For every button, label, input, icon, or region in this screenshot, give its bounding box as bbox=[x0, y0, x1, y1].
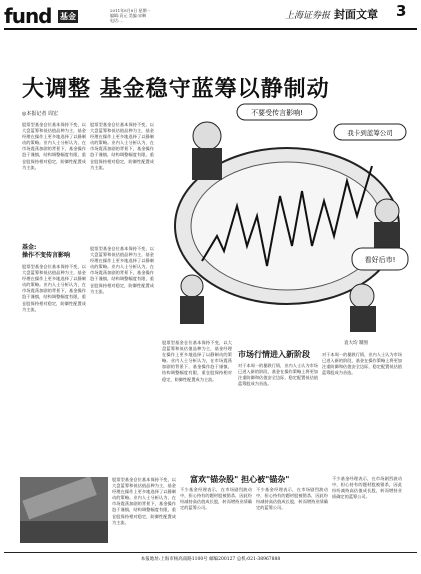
paper-name: 上海证券报 bbox=[285, 11, 331, 21]
section3-column-3: 不少基金经理表示，在市场剧烈波动中，担心持有的题材股被错杀，因此纷纷减持高估值成长股，转而增持业绩确定的蓝筹公司。 bbox=[332, 476, 402, 500]
article-column-2: 股票型基金仓位基本保持不变，以大盘蓝筹和低估值品种为主，基金经理在操作上更多地选择了以静制动的策略。业内人士分析认为，在市场震荡加剧的背景下，基金操作趋于谨慎，结构调整幅度有限，重仓股保持相对稳定，防御性配置成为主流。 bbox=[90, 122, 154, 170]
section2-column-1: 对于本周一的暴跌行情，业内人士认为市场已进入新的阶段，基金在操作策略上将更加注重防御和估值安全边际，稳定配置低估值蓝筹股成为首选。 bbox=[238, 363, 318, 387]
meta-line: 2011年8月8日 星期一 bbox=[110, 8, 151, 13]
figure-right bbox=[374, 199, 400, 252]
headline: 大调整 基金稳守蓝筹以静制动 bbox=[22, 77, 330, 102]
subhead-2: 操作不变传言影响 bbox=[22, 252, 71, 259]
meta-line: 编辑:袁元 美编:宋琳 bbox=[110, 13, 146, 18]
footer: 本报地址:上海市杨高南路1100号 邮编200127 总机:021-38967888 bbox=[140, 557, 281, 562]
brand-sub: 基金 bbox=[60, 12, 76, 21]
bubble-left-text: 不要受传言影响! bbox=[251, 109, 303, 117]
photo bbox=[20, 477, 108, 543]
subhead-1: 基金: bbox=[22, 244, 37, 251]
section3-title: 富欢"锚杂股" 担心被"锚杂" bbox=[190, 475, 290, 484]
brand-meta bbox=[110, 8, 190, 23]
byline: ◎本报记者 周宏 bbox=[22, 111, 58, 117]
article-column-5: 股票型基金仓位基本保持不变，以大盘蓝筹和低估值品种为主，基金经理在操作上更多地选择了以静制动的策略。业内人士分析认为，在市场震荡加剧的背景下，基金操作趋于谨慎，结构调整幅度有限，重仓股保持相对稳定，防御性配置成为主流。 bbox=[162, 340, 232, 382]
illustration-caption: 袁大均 制图 bbox=[344, 341, 368, 346]
masthead bbox=[0, 0, 421, 42]
figure-bottom bbox=[350, 284, 376, 332]
meta-line: 电话:... bbox=[110, 18, 124, 23]
section2-column-2: 对于本周一的暴跌行情，业内人士认为市场已进入新的阶段，基金在操作策略上将更加注重防御和估值安全边际，稳定配置低估值蓝筹股成为首选。 bbox=[322, 352, 402, 376]
section2-title: 市场行情进入新阶段 bbox=[238, 350, 310, 359]
article-column-6: 股票型基金仓位基本保持不变，以大盘蓝筹和低估值品种为主，基金经理在操作上更多地选择了以静制动的策略。业内人士分析认为，在市场震荡加剧的背景下，基金操作趋于谨慎，结构调整幅度有限，重仓股保持相对稳定，防御性配置成为主流。 bbox=[112, 477, 176, 525]
figure-left bbox=[192, 122, 222, 180]
cartoon-illustration bbox=[162, 96, 412, 336]
article-column-3: 股票型基金仓位基本保持不变，以大盘蓝筹和低估值品种为主，基金经理在操作上更多地选择了以静制动的策略。业内人士分析认为，在市场震荡加剧的背景下，基金操作趋于谨慎，结构调整幅度有限，重仓股保持相对稳定，防御性配置成为主流。 bbox=[22, 264, 86, 312]
bubble-right-text: 我卡到蓝筹公司 bbox=[347, 129, 393, 137]
brand-logo: fund bbox=[4, 4, 52, 28]
bottom-rule bbox=[4, 552, 417, 553]
bubble-bottom-text: 看好后市! bbox=[364, 256, 396, 264]
photo-image bbox=[20, 477, 108, 543]
section-title: 封面文章 bbox=[334, 8, 378, 21]
section3-column-2: 不少基金经理表示，在市场剧烈波动中，担心持有的题材股被错杀，因此纷纷减持高估值成长股，转而增持业绩确定的蓝筹公司。 bbox=[256, 487, 328, 511]
figure-bottom-left bbox=[180, 275, 204, 324]
article-column-1: 股票型基金仓位基本保持不变，以大盘蓝筹和低估值品种为主，基金经理在操作上更多地选择了以静制动的策略。业内人士分析认为，在市场震荡加剧的背景下，基金操作趋于谨慎，结构调整幅度有限，重仓股保持相对稳定，防御性配置成为主流。 bbox=[22, 122, 86, 170]
section3-column-1: 不少基金经理表示，在市场剧烈波动中，担心持有的题材股被错杀，因此纷纷减持高估值成长股，转而增持业绩确定的蓝筹公司。 bbox=[180, 487, 252, 511]
page-number: 3 bbox=[396, 2, 407, 20]
article-column-4: 股票型基金仓位基本保持不变，以大盘蓝筹和低估值品种为主，基金经理在操作上更多地选择了以静制动的策略。业内人士分析认为，在市场震荡加剧的背景下，基金操作趋于谨慎，结构调整幅度有限，重仓股保持相对稳定，防御性配置成为主流。 bbox=[90, 246, 154, 294]
top-rule bbox=[4, 28, 417, 30]
